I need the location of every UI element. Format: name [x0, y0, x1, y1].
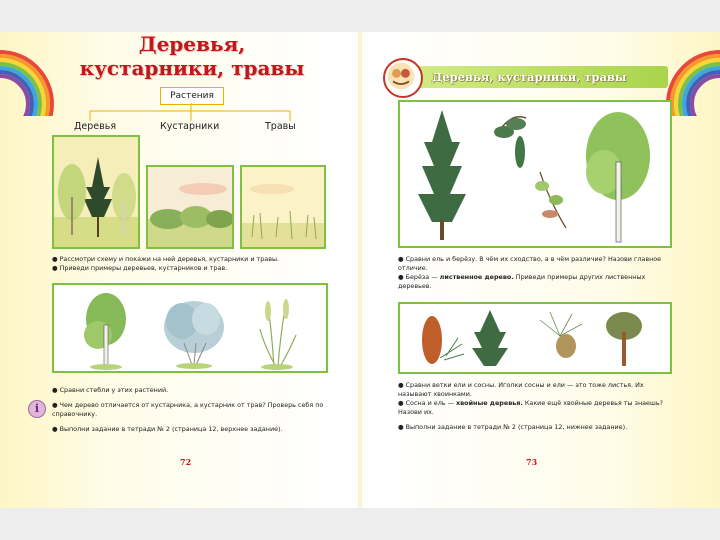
- plants-comparison-picture: [52, 283, 328, 373]
- tasks-block-3: [398, 255, 670, 291]
- header-title: Деревья, кустарники, травы: [432, 70, 627, 84]
- children-logo-icon: [385, 60, 417, 92]
- scheme-connector-lines: [60, 103, 310, 121]
- spruce-birch-illustration: [400, 102, 670, 246]
- rainbow-decoration-left: [0, 36, 68, 116]
- tasks-block-1: [52, 255, 332, 273]
- page-gutter: [358, 32, 362, 508]
- landscape-shrubs-picture: [146, 165, 234, 249]
- spruce-pine-branches-picture: [398, 302, 672, 374]
- grasses-landscape-illustration: [242, 167, 324, 247]
- landscape-trees-picture: [52, 135, 140, 249]
- task-item: ● Выполни задание в тетради № 2 (страница 12, верхнее задание).: [52, 425, 283, 433]
- task-item: ● Сравни ель и берёзу. В чём их сходство, а в чём различие? Назови главное отличие.: [398, 255, 662, 272]
- title-line-2: кустарники, травы: [79, 56, 305, 80]
- task-item: ● Сравни стебли у этих растений.: [52, 386, 169, 394]
- page-number-right: 73: [526, 457, 538, 467]
- scheme-root-box: Растения: [160, 87, 224, 105]
- logo: [383, 58, 423, 98]
- shrubs-landscape-illustration: [148, 167, 232, 247]
- page-number-left: 72: [180, 457, 192, 467]
- scheme-category-shrubs: Кустарники: [160, 121, 220, 132]
- spruce-birch-picture: [398, 100, 672, 248]
- title-line-1: Деревья,: [138, 32, 246, 56]
- tasks-block-4: [398, 381, 670, 432]
- landscape-grasses-picture: [240, 165, 326, 249]
- task-item: ● Берёза — лиственное дерево. Приведи примеры других лиственных деревьев.: [398, 273, 646, 290]
- info-icon: i: [28, 400, 46, 418]
- page-title: [62, 32, 322, 80]
- task-item: ● Выполни задание в тетради № 2 (страница 12, нижнее задание).: [398, 423, 628, 431]
- task-item: ● Чем дерево отличается от кустарника, а кустарник от трав? Проверь себя по справочнику.: [52, 401, 324, 418]
- trees-landscape-illustration: [54, 137, 138, 247]
- scheme-category-trees: Деревья: [74, 121, 117, 132]
- scheme-category-grasses: Травы: [265, 121, 296, 132]
- spruce-pine-branches-illustration: [400, 304, 670, 372]
- task-item: ● Рассмотри схему и покажи на ней деревья, кустарники и травы.: [52, 255, 280, 263]
- birch-bush-grass-illustration: [54, 285, 326, 371]
- task-item: ● Сосна и ель — хвойные деревья. Какие ещё хвойные деревья ты знаешь? Назови их.: [398, 399, 663, 416]
- task-item: ● Сравни ветки ели и сосны. Иголки сосны и ели — это тоже листья. Их называют хвоинками.: [398, 381, 644, 398]
- task-item: ● Приведи примеры деревьев, кустарников и трав.: [52, 264, 228, 272]
- tasks-block-2: [52, 386, 334, 434]
